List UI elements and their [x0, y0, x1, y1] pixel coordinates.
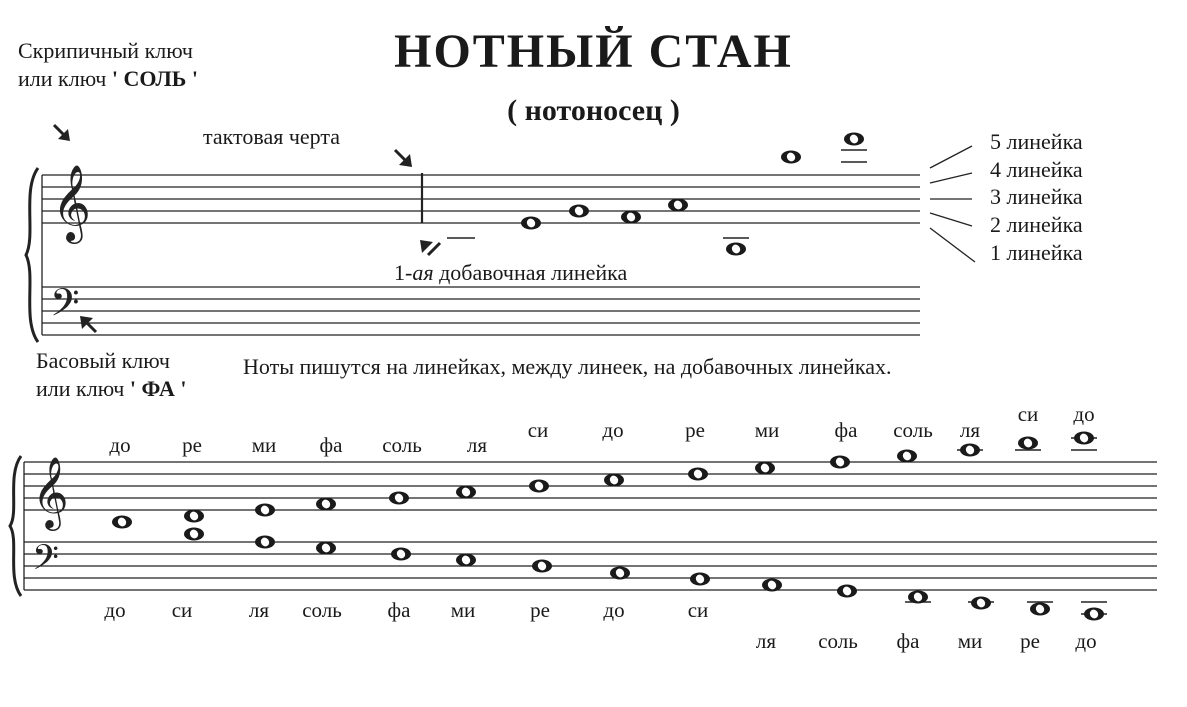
- bass-clef-prefix: или ключ: [36, 376, 130, 401]
- treble-note-label: фа: [834, 418, 858, 442]
- bass-note-label: ля: [755, 629, 777, 653]
- whole-note: [604, 474, 624, 487]
- whole-note: [184, 528, 204, 541]
- treble-clef-icon: 𝄞: [52, 164, 92, 241]
- arrow-icon: [54, 125, 70, 141]
- whole-note: [1074, 432, 1094, 445]
- whole-note: [690, 573, 710, 586]
- treble-clef-prefix: или ключ: [18, 66, 112, 91]
- arrow-icon: [395, 150, 412, 167]
- whole-note: [844, 133, 864, 146]
- whole-note: [255, 504, 275, 517]
- treble-clef-icon: 𝄞: [32, 455, 69, 528]
- treble-note-label: ре: [182, 433, 202, 457]
- whole-note: [184, 510, 204, 523]
- treble-note-label: до: [109, 433, 131, 457]
- bass-note-label: до: [603, 598, 625, 622]
- staff-line-pointers: [930, 146, 975, 262]
- staff-line-label-3: 3 линейка: [990, 184, 1083, 209]
- whole-note: [569, 205, 589, 218]
- bass-note-label: соль: [818, 629, 858, 653]
- whole-note: [726, 243, 746, 256]
- treble-note-label: ми: [754, 418, 780, 442]
- treble-note-label: ре: [685, 418, 705, 442]
- whole-note: [897, 450, 917, 463]
- treble-note-label: соль: [893, 418, 933, 442]
- caption: Ноты пишутся на линейках, между линеек, на добавочных линейках.: [243, 354, 892, 379]
- ledger-prefix: 1-: [394, 260, 413, 285]
- whole-note: [316, 542, 336, 555]
- staff-line-label-5: 5 линейка: [990, 129, 1083, 154]
- bass-clef-icon: 𝄢: [32, 537, 60, 586]
- whole-note: [762, 579, 782, 592]
- staff-line-label-1: 1 линейка: [990, 240, 1083, 265]
- whole-note: [391, 548, 411, 561]
- arrow-icon: [420, 240, 440, 255]
- system-1-staves: [42, 175, 920, 335]
- ledger-italic: ая: [412, 260, 434, 285]
- whole-note: [781, 151, 801, 164]
- treble-clef-name: ' СОЛЬ ': [111, 66, 198, 91]
- treble-note-label: до: [1073, 402, 1095, 426]
- whole-note: [1084, 608, 1104, 621]
- whole-note: [1018, 437, 1038, 450]
- bass-note-label: си: [171, 598, 193, 622]
- whole-note: [837, 585, 857, 598]
- bass-note-label: ми: [450, 598, 476, 622]
- treble-note-label: ля: [466, 433, 488, 457]
- treble-note-label: ля: [959, 418, 981, 442]
- whole-note: [456, 554, 476, 567]
- whole-note: [621, 211, 641, 224]
- system-2-staves: [24, 462, 1157, 590]
- bass-note-label: ре: [530, 598, 550, 622]
- whole-note: [532, 560, 552, 573]
- whole-note: [668, 199, 688, 212]
- whole-note: [112, 516, 132, 529]
- whole-note: [389, 492, 409, 505]
- treble-note-label: ми: [251, 433, 277, 457]
- whole-note: [960, 444, 980, 457]
- whole-note: [255, 536, 275, 549]
- whole-note: [830, 456, 850, 469]
- bass-note-label: соль: [302, 598, 342, 622]
- treble-note-label: соль: [382, 433, 422, 457]
- whole-note: [971, 597, 991, 610]
- page-subtitle: ( нотоносец ): [507, 94, 680, 127]
- bass-note-label: ре: [1020, 629, 1040, 653]
- whole-note: [456, 486, 476, 499]
- whole-note: [1030, 603, 1050, 616]
- treble-note-label: фа: [319, 433, 343, 457]
- treble-note-label: си: [1017, 402, 1039, 426]
- whole-note: [521, 217, 541, 230]
- bass-note-label: ля: [248, 598, 270, 622]
- page-title: НОТНЫЙ СТАН: [394, 25, 793, 78]
- whole-note: [316, 498, 336, 511]
- whole-note: [908, 591, 928, 604]
- arrow-icon: [80, 316, 96, 332]
- brace-1: [26, 168, 38, 342]
- brace-2: [10, 456, 21, 596]
- whole-note: [529, 480, 549, 493]
- bass-clef-label-line1: Басовый ключ: [36, 348, 170, 373]
- treble-note-label: си: [527, 418, 549, 442]
- bass-note-label: фа: [387, 598, 411, 622]
- whole-note: [755, 462, 775, 475]
- bass-note-label: до: [1075, 629, 1097, 653]
- staff-line-label-4: 4 линейка: [990, 157, 1083, 182]
- whole-note: [610, 567, 630, 580]
- bass-clef-name: ' ФА ': [129, 376, 187, 401]
- bass-clef-icon: 𝄢: [50, 280, 80, 334]
- treble-clef-label-line1: Скрипичный ключ: [18, 38, 193, 63]
- bass-note-label: до: [104, 598, 126, 622]
- bass-note-label: си: [687, 598, 709, 622]
- barline-label: тактовая черта: [203, 124, 341, 149]
- bass-note-label: ми: [957, 629, 983, 653]
- bass-note-label: фа: [896, 629, 920, 653]
- whole-note: [688, 468, 708, 481]
- ledger-rest: добавочная линейка: [433, 260, 628, 285]
- treble-note-label: до: [602, 418, 624, 442]
- staff-line-label-2: 2 линейка: [990, 212, 1083, 237]
